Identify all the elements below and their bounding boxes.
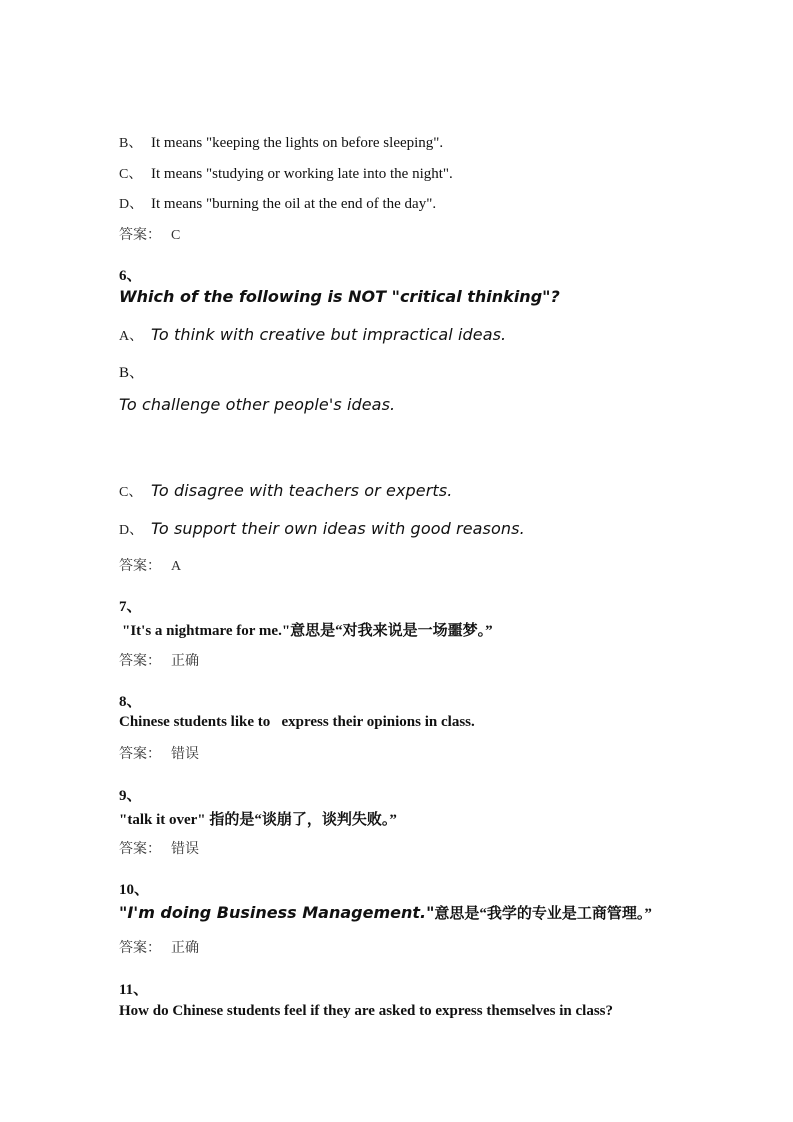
- q11-number: 11、: [119, 982, 149, 998]
- option-label: D、: [119, 197, 144, 212]
- q6-answer: [119, 555, 181, 575]
- q7-answer: [119, 650, 199, 670]
- answer-label: 答案：: [119, 653, 161, 669]
- answer-label: 答案：: [119, 558, 161, 574]
- q8-answer: [119, 743, 199, 763]
- q10-number: 10、: [119, 882, 150, 898]
- q5-option-d: [119, 193, 436, 213]
- answer-label: 答案：: [119, 746, 161, 762]
- q9-answer: [119, 838, 199, 858]
- option-text: To support their own ideas with good reasons.: [151, 519, 525, 538]
- option-label: C、: [119, 485, 143, 500]
- q9-number: 9、: [119, 788, 142, 804]
- q8-number: 8、: [119, 694, 142, 710]
- q7-number: 7、: [119, 599, 142, 615]
- option-label: D、: [119, 523, 144, 538]
- answer-value: 正确: [171, 653, 199, 669]
- q6-option-d: [119, 519, 525, 539]
- answer-label: 答案：: [119, 227, 161, 243]
- q9-question: "talk it over" 指的是“谈崩了，谈判失败。”: [119, 812, 397, 828]
- q6-question: Which of the following is NOT "critical thinking"?: [119, 287, 560, 306]
- q5-option-c: [119, 163, 453, 183]
- option-text: It means "studying or working late into the night".: [151, 166, 453, 182]
- answer-value: A: [171, 559, 182, 574]
- answer-label: 答案：: [119, 841, 161, 857]
- q8-question: Chinese students like to express their opinions in class.: [119, 714, 475, 730]
- answer-value: C: [171, 228, 181, 243]
- q10-question: [119, 902, 652, 923]
- q10-question-zh: 意思是“我学的专业是工商管理。”: [434, 906, 652, 922]
- answer-label: 答案：: [119, 940, 161, 956]
- answer-value: 错误: [171, 841, 199, 857]
- option-label: C、: [119, 167, 143, 182]
- q6-option-a: [119, 325, 506, 345]
- option-text: To disagree with teachers or experts.: [151, 481, 453, 500]
- q6-option-b-text: To challenge other people's ideas.: [119, 395, 396, 414]
- q10-answer: [119, 937, 199, 957]
- q11-question: How do Chinese students feel if they are asked to express themselves in class?: [119, 1003, 614, 1019]
- option-text: It means "burning the oil at the end of the day".: [151, 196, 437, 212]
- answer-value: 正确: [171, 940, 199, 956]
- q7-question: "It's a nightmare for me."意思是“对我来说是一场噩梦。”: [122, 623, 493, 639]
- option-label: A、: [119, 329, 144, 344]
- q10-question-en: "I'm doing Business Management.": [119, 903, 435, 922]
- q6-option-c: [119, 481, 452, 501]
- q6-number: 6、: [119, 268, 142, 284]
- q5-option-b: [119, 132, 443, 152]
- option-label: B、: [119, 136, 143, 151]
- answer-value: 错误: [171, 746, 199, 762]
- q5-answer: [119, 224, 180, 244]
- option-text: It means "keeping the lights on before sleeping".: [151, 135, 444, 151]
- option-text: To think with creative but impractical ideas.: [151, 325, 507, 344]
- q6-option-b-label: B、: [119, 365, 145, 381]
